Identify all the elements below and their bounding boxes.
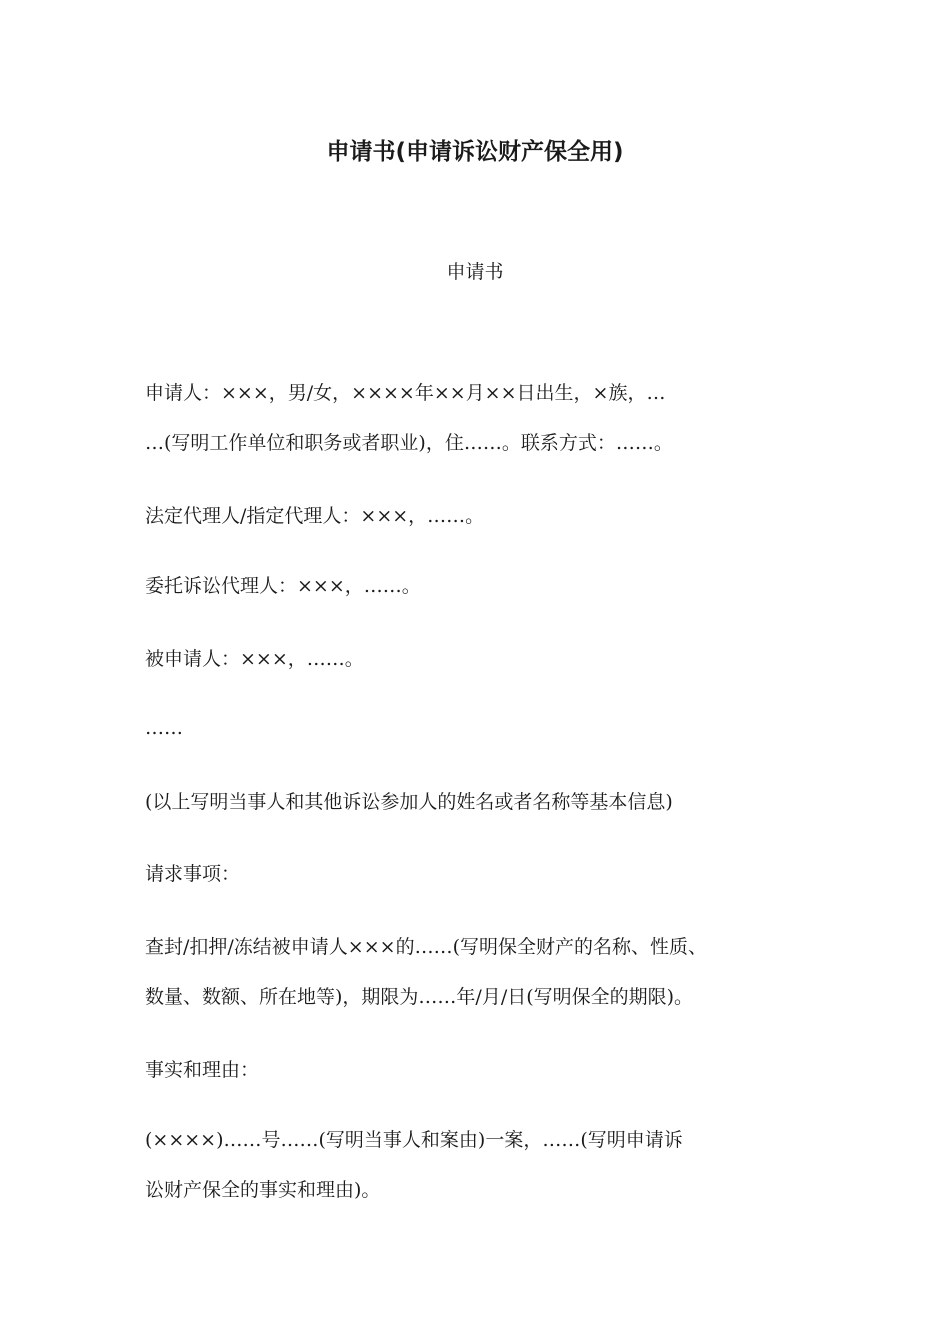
entrusted-agent-line: 委托诉讼代理人：×××，……。 — [145, 575, 421, 597]
entrusted-agent-paragraph — [145, 561, 815, 611]
facts-body-paragraph — [145, 1115, 815, 1215]
applicant-paragraph — [145, 368, 815, 468]
facts-body-line-1: (××××)……号……(写明当事人和案由)一案，……(写明申请诉 — [145, 1129, 683, 1151]
ellipsis-paragraph — [145, 703, 815, 753]
party-note-line: (以上写明当事人和其他诉讼参加人的姓名或者名称等基本信息) — [145, 791, 673, 813]
legal-representative-line: 法定代理人/指定代理人：×××，……。 — [145, 505, 485, 527]
applicant-line-1: 申请人：×××，男/女，××××年××月××日出生，×族，… — [145, 382, 666, 404]
document-title: 申请书(申请诉讼财产保全用) — [326, 139, 624, 165]
claims-body-paragraph — [145, 922, 815, 1022]
party-note-paragraph — [145, 777, 815, 827]
applicant-line-2: …(写明工作单位和职务或者职业)，住……。联系方式：……。 — [145, 432, 673, 454]
respondent-paragraph — [145, 634, 815, 684]
claims-heading-line: 请求事项： — [145, 863, 241, 885]
claims-body-line-2: 数量、数额、所在地等)，期限为……年/月/日(写明保全的期限)。 — [145, 986, 694, 1008]
legal-representative-paragraph — [145, 491, 815, 541]
document-subtitle: 申请书 — [446, 261, 504, 283]
claims-heading — [145, 849, 815, 899]
facts-heading-line: 事实和理由： — [145, 1059, 260, 1081]
respondent-line: 被申请人：×××，……。 — [145, 648, 364, 670]
ellipsis-line: …… — [145, 717, 183, 739]
facts-heading — [145, 1045, 815, 1095]
claims-body-line-1: 查封/扣押/冻结被申请人×××的……(写明保全财产的名称、性质、 — [145, 936, 707, 958]
facts-body-line-2: 讼财产保全的事实和理由)。 — [145, 1179, 381, 1201]
